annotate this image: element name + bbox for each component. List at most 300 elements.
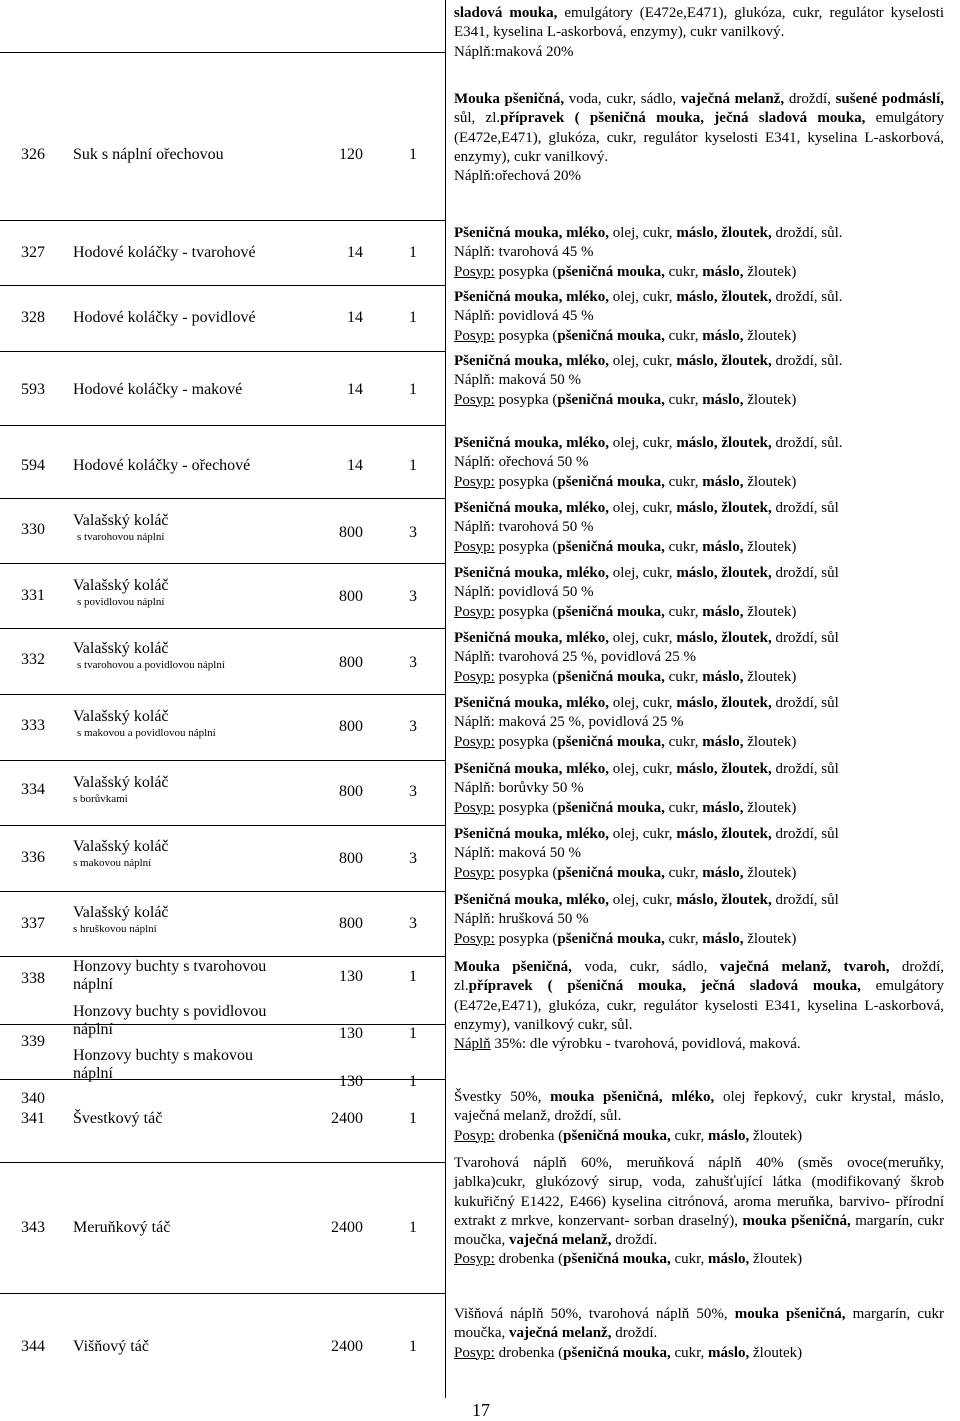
composition-text: pšeničná mouka, [557,327,665,344]
composition-text [454,539,557,555]
row-divider [0,956,445,957]
posyp-label: Posyp: [454,799,495,816]
row-divider [0,563,445,564]
composition-block [454,825,944,883]
composition-line [454,564,944,583]
composition-text: máslo, žloutek, [676,225,772,241]
product-pieces: 1 [409,1219,417,1236]
posyp-label: Posyp: [454,1251,495,1268]
posyp-label: Posyp: [454,668,495,685]
composition-text: olej, cukr, [609,289,677,305]
composition-text: olej, cukr, [609,826,677,842]
product-weight: 130 [339,1073,363,1090]
composition-text: Náplň: povidlová 45 % [454,308,594,325]
product-pieces: 1 [409,968,417,985]
composition-text: cukr, [670,1344,709,1361]
composition-text: droždí. [611,1325,658,1342]
product-name [73,1219,170,1237]
product-variant: s makovou náplní [73,857,152,869]
product-name [73,1338,149,1356]
row-divider [0,694,445,695]
product-name-text: Švestkový táč [73,1110,163,1127]
product-number: 330 [21,521,45,538]
product-number: 343 [21,1219,45,1236]
product-weight: 130 [339,1025,363,1042]
composition-text: Náplň:maková 20% [454,43,574,60]
product-name-text: Valašský koláč [73,708,169,725]
product-pieces: 3 [409,718,417,735]
product-variant: s tvarohovou náplní [77,531,165,543]
composition-text: cukr, [664,864,703,881]
product-number: 328 [21,309,45,326]
posyp-rest: drobenka ( [494,1251,564,1268]
composition-block [454,4,944,62]
product-weight: 800 [339,524,363,541]
composition-line [454,603,944,622]
composition-text: Náplň: hrušková 50 % [454,911,589,928]
composition-text [454,1345,563,1361]
product-name [73,512,169,544]
composition-line [454,90,944,167]
composition-text: Pšeničná mouka, mléko, [454,565,610,581]
composition-block [454,224,944,282]
composition-text: pšeničná mouka, [563,1127,671,1144]
product-name [73,381,242,399]
column-divider [445,0,446,1398]
composition-block [454,288,944,346]
composition-line [454,629,944,648]
composition-text: cukr, [664,930,703,947]
composition-text: žloutek) [743,603,797,620]
page-number: 17 [472,1400,490,1420]
composition-line [454,1035,944,1054]
product-number: 336 [21,849,45,866]
composition-text: droždí, sůl. [771,353,843,369]
product-pieces: 3 [409,654,417,671]
composition-text: máslo, žloutek, [676,500,772,516]
product-pieces: 3 [409,783,417,800]
posyp-label: Posyp: [454,1127,495,1144]
composition-text: máslo, [708,1344,750,1361]
product-name-text: Valašský koláč [73,904,169,921]
composition-line [454,844,944,863]
composition-text: máslo, [702,327,744,344]
composition-line [454,779,944,798]
row-divider [0,351,445,352]
product-name-text: Valašský koláč [73,838,169,855]
posyp-rest: posypka ( [494,864,558,881]
product-name-text: Valašský koláč [73,774,169,791]
posyp-label: Posyp: [454,538,495,555]
composition-text: cukr, [664,799,703,816]
composition-text: žloutek) [749,1344,803,1361]
product-name [73,457,250,475]
composition-text: olej, cukr, [609,353,677,369]
posyp-rest: posypka ( [494,473,558,490]
composition-text: olej, cukr, [609,435,677,451]
row-divider [0,1293,445,1294]
composition-text: máslo, [702,668,744,685]
posyp-label: Posyp: [454,930,495,947]
product-pieces: 1 [409,381,417,398]
product-variant: s borůvkami [73,793,128,805]
product-name-text: Višňový táč [73,1338,149,1355]
composition-text: pšeničná mouka, [557,263,665,280]
composition-text: pšeničná mouka, [557,603,665,620]
product-weight: 800 [339,654,363,671]
composition-text: emulgátory (E472e,E471), glukóza, cukr, regulátor kyselosti E341, kyselina L-askorbová, enzymy), cukr vanilkový. [454,5,945,41]
product-pieces: 1 [409,1110,417,1127]
composition-text: máslo, [702,603,744,620]
row-divider [0,498,445,499]
composition-text: máslo, [708,1251,750,1268]
composition-line [454,1154,944,1250]
composition-line [454,694,944,713]
composition-text: žloutek) [743,799,797,816]
composition-line [454,167,944,186]
composition-text: droždí, sůl. [771,435,843,451]
composition-text: Pšeničná mouka, mléko, [454,500,610,516]
composition-text: margarín, cukr moučka, [454,1212,944,1249]
posyp-label: Posyp: [454,327,495,344]
product-number: 327 [21,244,45,261]
product-name-text: Hodové koláčky - makové [73,381,243,398]
composition-text: máslo, [702,473,744,490]
product-name-text: Honzovy buchty s makovou [73,1047,253,1064]
composition-block [454,694,944,752]
composition-text: máslo, [702,930,744,947]
product-weight: 14 [347,381,363,398]
posyp-rest: posypka ( [494,538,558,555]
composition-block [454,1088,944,1146]
composition-text: máslo, [702,263,744,280]
composition-text: 35%: dle výrobku - tvarohová, povidlová, maková. [490,1036,801,1053]
composition-line [454,864,944,883]
composition-line [454,243,944,262]
product-number: 339 [21,1033,45,1050]
composition-line [454,391,944,410]
product-number: 338 [21,970,45,987]
composition-text: cukr, [664,538,703,555]
product-pieces: 3 [409,588,417,605]
product-name [73,1047,253,1083]
product-number: 594 [21,457,45,474]
composition-text: Tvarohová náplň 60%, meruňková náplň 40% (směs ovoce(meruňky, jablka)cukr, glukózový sirup, voda, zahušťující látka (modifikovaný škrob kukuřičný E1422, E466) kyselina citrónová, aroma meruňka, barvivo- přírodní extrakt z mrkve, konzervant- sorban draselný), [454,1155,944,1229]
composition-text: droždí, sůl [771,892,839,908]
posyp-rest: posypka ( [494,668,558,685]
composition-text: Náplň: borůvky 50 % [454,780,584,797]
composition-line [454,263,944,282]
row-divider [0,52,445,53]
composition-text: Náplň: maková 25 %, povidlová 25 % [454,714,684,731]
composition-line [454,518,944,537]
composition-text: Náplň: maková 50 % [454,845,582,862]
composition-text: olej řepkový, cukr krystal, máslo, vaječná melanž, droždí, sůl. [454,1089,944,1125]
composition-text: vaječná melanž, [508,1232,612,1249]
composition-text: sůl, zl. [454,110,501,127]
posyp-rest: posypka ( [494,391,558,408]
composition-text: Višňová náplň 50%, tvarohová náplň 50%, [454,1306,735,1322]
composition-text: žloutek) [743,473,797,490]
composition-text: Náplň [454,1036,491,1053]
product-weight: 800 [339,850,363,867]
product-weight: 2400 [331,1110,363,1127]
composition-text: cukr, [664,263,703,280]
product-pieces: 1 [409,1073,417,1090]
composition-text: žloutek) [743,733,797,750]
product-pieces: 1 [409,1338,417,1355]
composition-line [454,538,944,557]
composition-text: máslo, [702,538,744,555]
composition-text: mouka pšeničná, [734,1306,846,1322]
composition-line [454,473,944,492]
composition-line [454,733,944,752]
composition-line [454,958,944,1035]
product-name [73,1110,162,1128]
composition-text: voda, cukr, sádlo, [564,91,681,107]
composition-block [454,352,944,410]
composition-text: máslo, [702,864,744,881]
composition-text [454,931,557,947]
composition-text: cukr, [664,668,703,685]
product-weight: 120 [339,146,363,163]
product-name [73,309,256,327]
composition-text: cukr, [664,327,703,344]
product-number: 344 [21,1338,45,1355]
composition-text: olej, cukr, [609,630,677,646]
product-name [73,838,169,870]
composition-text: pšeničná mouka, [557,668,665,685]
composition-text: olej, cukr, [609,565,677,581]
composition-line [454,327,944,346]
composition-text: droždí, sůl [771,761,839,777]
composition-text [454,800,557,816]
product-weight: 14 [347,457,363,474]
composition-text: žloutek) [749,1127,803,1144]
composition-text: olej, cukr, [609,225,677,241]
composition-text: cukr, [670,1251,709,1268]
composition-line [454,760,944,779]
product-name-text: Valašský koláč [73,640,169,657]
product-weight: 800 [339,718,363,735]
product-name-line2: náplní [73,1065,113,1082]
composition-text: žloutek) [743,538,797,555]
composition-text: sladová mouka, [454,5,558,21]
product-number: 331 [21,587,45,604]
composition-text: pšeničná mouka, [557,930,665,947]
composition-text: pšeničná mouka, [557,473,665,490]
composition-text: přípravek ( pšeničná mouka, ječná sladová mouka, [500,110,866,127]
composition-text: droždí, sůl [771,500,839,516]
composition-text: mouka pšeničná, [742,1212,851,1229]
composition-line [454,910,944,929]
composition-line [454,713,944,732]
product-pieces: 3 [409,524,417,541]
composition-text: vaječná melanž, tvaroh, [719,959,890,975]
composition-line [454,4,944,43]
composition-text: Pšeničná mouka, mléko, [454,289,610,305]
composition-line [454,453,944,472]
composition-text [454,734,557,750]
composition-line [454,930,944,949]
product-pieces: 1 [409,457,417,474]
row-divider [0,220,445,221]
composition-text [454,1251,563,1267]
composition-line [454,43,944,62]
product-weight: 800 [339,783,363,800]
product-variant: s tvarohovou a povidlovou náplní [77,659,225,671]
composition-text: máslo, žloutek, [676,892,772,908]
composition-text: emulgátory (E472e,E471), glukóza, cukr, regulátor kyselosti E341, kyselina L-askorbová, enzymy), vanilkový cukr, sůl. [454,978,944,1033]
posyp-rest: posypka ( [494,327,558,344]
product-name-line2: náplní [73,976,113,993]
composition-text: máslo, žloutek, [676,761,772,777]
product-name [73,577,169,609]
product-name-text: Honzovy buchty s povidlovou [73,1003,267,1020]
composition-text [454,392,557,408]
composition-text: žloutek) [743,263,797,280]
composition-text: sušené podmáslí, [835,91,944,107]
composition-text [454,474,557,490]
posyp-rest: posypka ( [494,733,558,750]
composition-text: Náplň: povidlová 50 % [454,584,594,601]
composition-text: droždí, sůl. [771,289,843,305]
posyp-label: Posyp: [454,733,495,750]
product-name-text: Hodové koláčky - povidlové [73,309,256,326]
posyp-rest: posypka ( [494,930,558,947]
product-name [73,146,224,164]
composition-text: žloutek) [743,668,797,685]
composition-text: Švestky 50%, [454,1089,551,1105]
composition-text: máslo, žloutek, [676,289,772,305]
product-pieces: 3 [409,850,417,867]
composition-text: cukr, [664,733,703,750]
composition-text: máslo, [702,391,744,408]
product-weight: 800 [339,588,363,605]
composition-text: Náplň: tvarohová 50 % [454,519,594,536]
composition-text: máslo, [702,799,744,816]
posyp-label: Posyp: [454,473,495,490]
composition-text: máslo, [702,733,744,750]
product-name-text: Hodové koláčky - ořechové [73,457,251,474]
row-divider [0,285,445,286]
product-number: 340 [21,1090,45,1107]
product-name [73,904,169,936]
composition-text [454,865,557,881]
composition-text: voda, cukr, sádlo, [571,959,720,975]
composition-text: Pšeničná mouka, mléko, [454,435,610,451]
composition-text [454,328,557,344]
composition-line [454,583,944,602]
composition-line [454,1305,944,1344]
product-weight: 2400 [331,1219,363,1236]
composition-line [454,799,944,818]
product-weight: 800 [339,915,363,932]
row-divider [0,760,445,761]
product-name [73,1003,266,1039]
composition-line [454,352,944,371]
product-name-text: Valašský koláč [73,512,169,529]
posyp-rest: drobenka ( [494,1127,564,1144]
composition-text: droždí, zl. [454,959,944,995]
product-number: 326 [21,146,45,163]
product-weight: 14 [347,244,363,261]
composition-text: droždí, sůl [771,695,839,711]
composition-line [454,1344,944,1363]
composition-line [454,1127,944,1146]
composition-text: Pšeničná mouka, mléko, [454,826,610,842]
composition-block [454,564,944,622]
composition-text: pšeničná mouka, [557,733,665,750]
composition-text: máslo, [708,1127,750,1144]
composition-text: pšeničná mouka, [557,538,665,555]
composition-text: cukr, [670,1127,709,1144]
composition-block [454,891,944,949]
row-divider [0,1162,445,1163]
composition-text [454,1128,563,1144]
posyp-rest: posypka ( [494,603,558,620]
composition-block [454,1305,944,1363]
composition-text: Náplň:ořechová 20% [454,168,582,185]
composition-text: olej, cukr, [609,892,677,908]
product-variant: s hruškovou náplní [73,923,157,935]
posyp-rest: drobenka ( [494,1344,564,1361]
composition-text: Mouka pšeničná, [454,959,572,975]
composition-text: pšeničná mouka, [557,799,665,816]
composition-line [454,668,944,687]
composition-text: máslo, žloutek, [676,353,772,369]
product-pieces: 1 [409,309,417,326]
composition-text: pšeničná mouka, [563,1251,671,1268]
row-divider [0,425,445,426]
row-divider [0,628,445,629]
composition-block [454,90,944,186]
posyp-label: Posyp: [454,263,495,280]
composition-text: máslo, žloutek, [676,695,772,711]
composition-block [454,760,944,818]
product-number: 332 [21,651,45,668]
composition-line [454,648,944,667]
composition-text: žloutek) [743,391,797,408]
product-name [73,774,169,806]
row-divider [0,891,445,892]
composition-text [454,264,557,280]
composition-text: Náplň: tvarohová 45 % [454,244,594,261]
composition-text: máslo, žloutek, [676,435,772,451]
product-number: 334 [21,781,45,798]
composition-block [454,958,944,1054]
composition-line [454,434,944,453]
composition-text: Pšeničná mouka, mléko, [454,892,610,908]
composition-text: droždí. [611,1232,658,1249]
composition-block [454,499,944,557]
product-number: 337 [21,915,45,932]
composition-text: máslo, žloutek, [676,826,772,842]
product-number: 593 [21,381,45,398]
composition-text: Pšeničná mouka, mléko, [454,630,610,646]
composition-text: žloutek) [743,864,797,881]
composition-text: cukr, [664,603,703,620]
composition-text: droždí, sůl [771,630,839,646]
composition-line [454,224,944,243]
product-name [73,640,225,672]
composition-text: Náplň: ořechová 50 % [454,454,589,471]
product-name-text: Suk s náplní ořechovou [73,146,224,163]
composition-text: pšeničná mouka, [557,864,665,881]
composition-line [454,288,944,307]
composition-text: Pšeničná mouka, mléko, [454,353,610,369]
composition-text: droždí, sůl. [771,225,843,241]
